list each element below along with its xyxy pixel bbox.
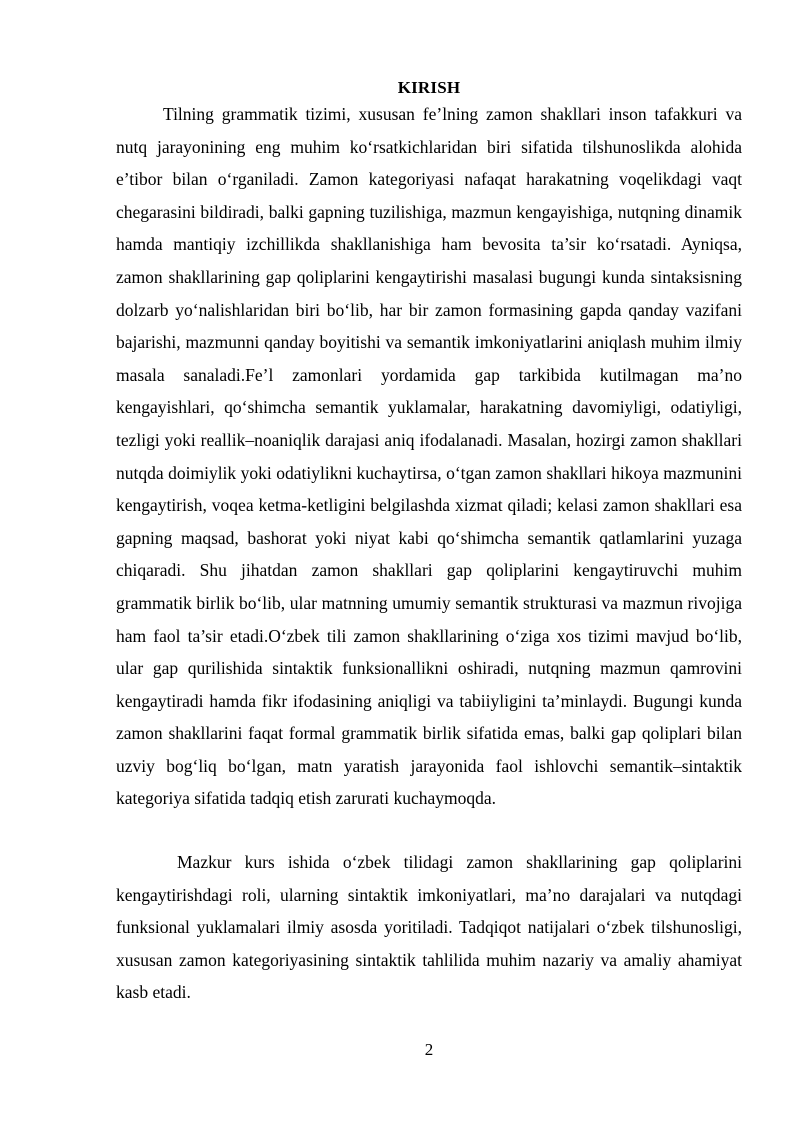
page-title: KIRISH <box>397 78 461 97</box>
paragraph-purpose: Mazkur kurs ishida o‘zbek tilidagi zamon shakllarining gap qoliplarini kengaytirishdagi roli, ularning sintaktik imkoniyatlari, ma’no darajalari va nutqdagi funksional yuklamalari ilmiy asosda yoritiladi. Tadqiqot natijalari o‘zbek tilshunosligi, xususan zamon kategoriyasining sintaktik tahlilida muhim nazariy va amaliy ahamiyat kasb etadi. <box>116 852 742 1003</box>
page-number: 2 <box>424 1040 434 1059</box>
paragraph-intro: Tilning grammatik tizimi, xususan fe’lning zamon shakllari inson tafakkuri va nutq jarayonining eng muhim ko‘rsatkichlaridan biri sifatida tilshunoslikda alohida e’tibor bilan o‘rganiladi. Zamon kategoriyasi nafaqat harakatning voqelikdagi vaqt chegarasini bildiradi, balki gapning tuzilishiga, mazmun kengayishiga, nutqning dinamik hamda mantiqiy izchillikda shakllanishiga ham bevosita ta’sir ko‘rsatadi. Ayniqsa, zamon shakllarining gap qoliplarini kengaytirishi masalasi bugungi kunda sintaksisning dolzarb yo‘nalishlaridan biri bo‘lib, har bir zamon formasining gapda qanday vazifani bajarishi, mazmunni qanday boyitishi va semantik imkoniyatlarini aniqlash muhim ilmiy masala sanaladi.Fe’l zamonlari yordamida gap tarkibida kutilmagan ma’no kengayishlari, qo‘shimcha semantik yuklamalar, harakatning davomiyligi, odatiyligi, tezligi yoki reallik–noaniqlik darajasi aniq ifodalanadi. Masalan, hozirgi zamon shakllari nutqda doimiylik yoki odatiylikni kuchaytirsa, o‘tgan zamon shakllari hikoya mazmunini kengaytirish, voqea ketma-ketligini belgilashda xizmat qiladi; kelasi zamon shakllari esa gapning maqsad, bashorat yoki niyat kabi qo‘shimcha semantik qatlamlarini yuzaga chiqaradi. Shu jihatdan zamon shakllari gap qoliplarini kengaytiruvchi muhim grammatik birlik bo‘lib, ular matnning umumiy semantik strukturasi va mazmun rivojiga ham faol ta’sir etadi.O‘zbek tili zamon shakllarining o‘ziga xos tizimi mavjud bo‘lib, ular gap qurilishida sintaktik funksionallikni oshiradi, nutqning mazmun qamrovini kengaytiradi hamda fikr ifodasining aniqligi va tabiiyligini ta’minlaydi. Bugungi kunda zamon shakllarini faqat formal grammatik birlik sifatida emas, balki gap qoliplari bilan uzviy bog‘liq bo‘lgan, matn yaratish jarayonida faol ishlovchi semantik–sintaktik kategoriya sifatida tadqiq etish zarurati kuchaymoqda. <box>116 104 742 809</box>
